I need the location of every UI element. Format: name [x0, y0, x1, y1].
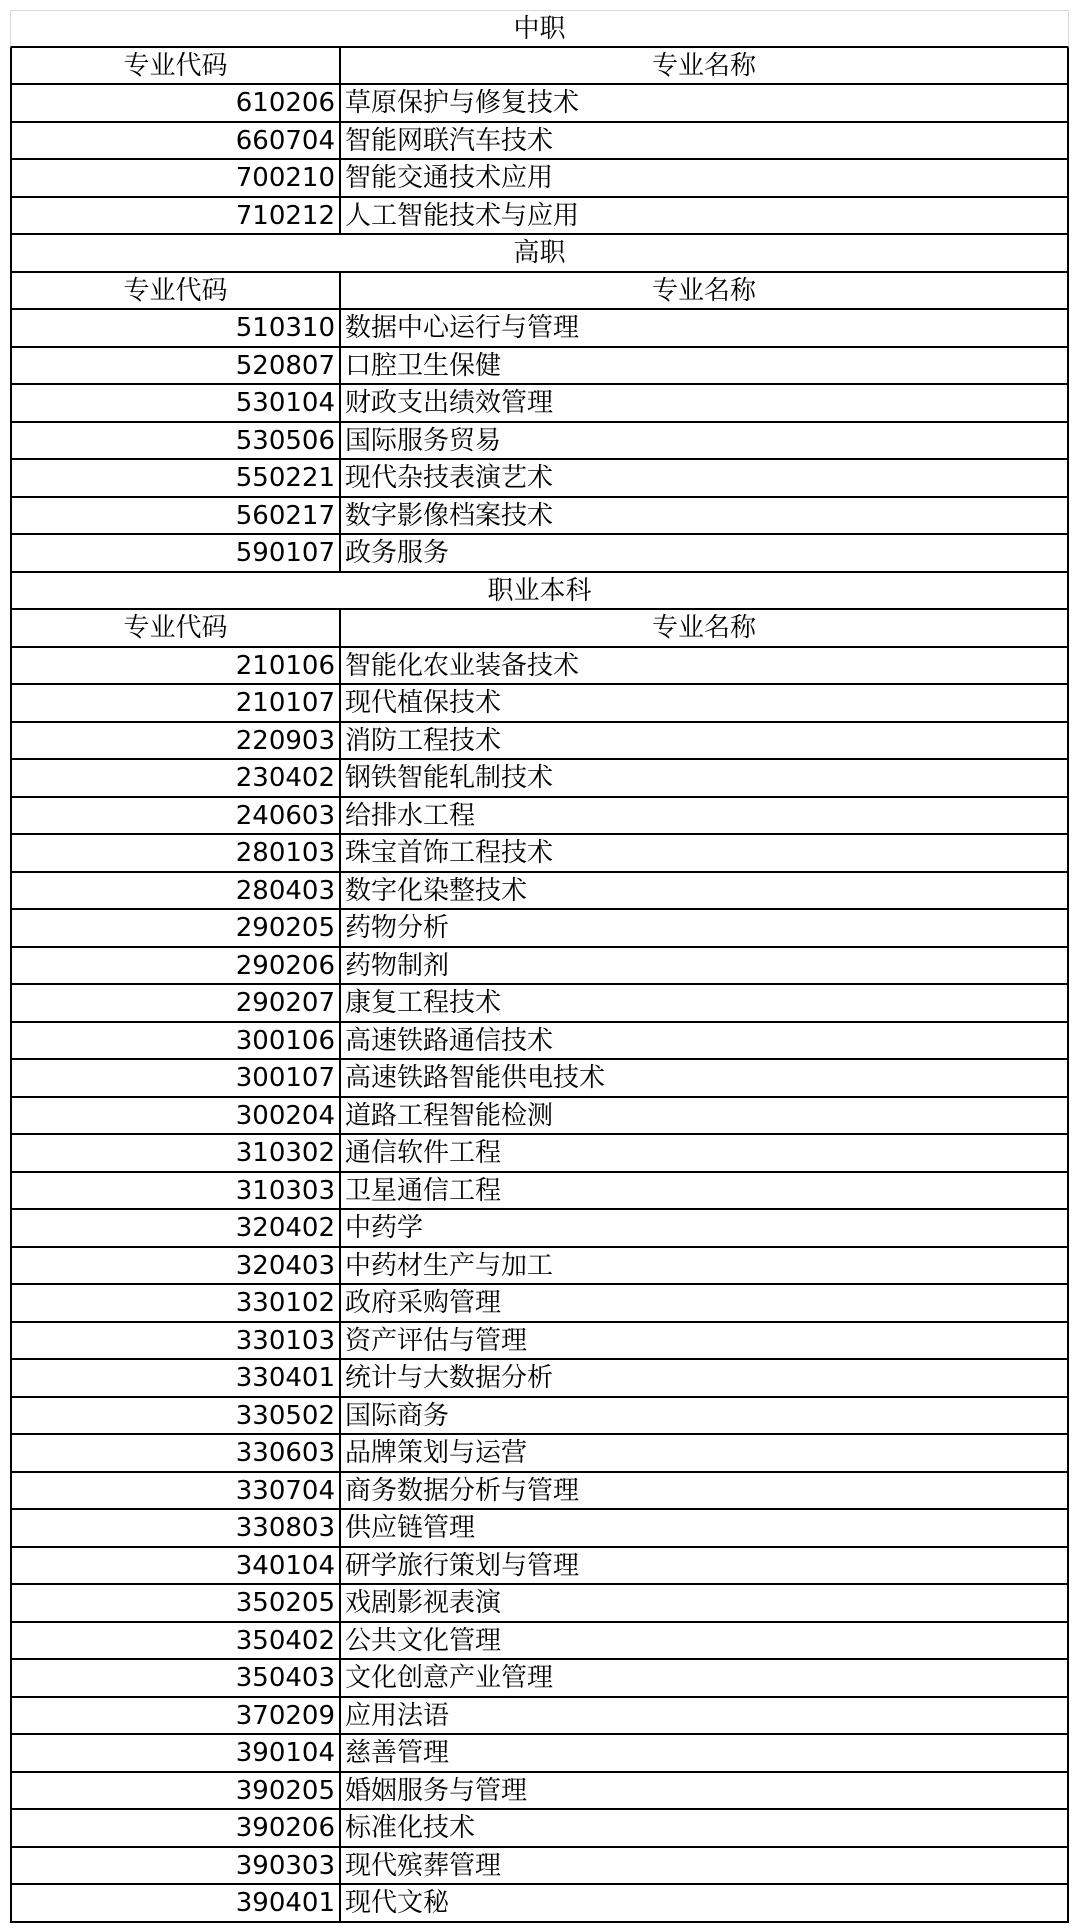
- major-name-cell: 道路工程智能检测: [345, 1100, 554, 1131]
- major-name-cell: 戏剧影视表演: [345, 1588, 502, 1618]
- section-title: 职业本科: [10, 573, 1069, 611]
- table-row: [10, 1360, 1069, 1398]
- major-name-cell: 数据中心运行与管理: [345, 313, 580, 343]
- major-name-cell: 公共文化管理: [345, 1625, 502, 1656]
- major-code-cell: 290205: [12, 910, 341, 946]
- major-code-cell: 330704: [12, 1473, 341, 1509]
- table-row: [10, 1848, 1069, 1886]
- major-code-cell: 280403: [12, 873, 341, 909]
- major-code-cell: 220903: [12, 723, 341, 759]
- table-row: [10, 348, 1069, 386]
- major-code-cell: 700210: [12, 160, 341, 196]
- column-header-name: 专业名称: [651, 275, 756, 306]
- major-name-cell: 供应链管理: [345, 1513, 476, 1543]
- major-name-cell: 消防工程技术: [345, 725, 502, 756]
- table-row: [10, 1435, 1069, 1473]
- major-code-cell: 290206: [12, 948, 341, 984]
- major-code-cell: 710212: [12, 198, 341, 234]
- table-row: [10, 1773, 1069, 1811]
- column-header-name: 专业名称: [651, 613, 756, 643]
- major-code-cell: 390303: [12, 1848, 341, 1884]
- major-code-cell: 300204: [12, 1098, 341, 1134]
- major-name-cell: 药物制剂: [345, 950, 450, 981]
- table-row: [10, 1285, 1069, 1323]
- table-row: [10, 1585, 1069, 1623]
- major-name-cell: 现代殡葬管理: [345, 1850, 502, 1881]
- table-row: [10, 535, 1069, 573]
- major-code-cell: 210106: [12, 648, 341, 684]
- table-row: [10, 1623, 1069, 1661]
- major-name-cell: 给排水工程: [345, 800, 476, 831]
- major-name-cell: 政务服务: [345, 538, 450, 568]
- table-row: [10, 385, 1069, 423]
- major-code-cell: 320403: [12, 1248, 341, 1284]
- column-header-name: 专业名称: [651, 50, 756, 81]
- major-code-cell: 310302: [12, 1135, 341, 1171]
- major-name-cell: 文化创意产业管理: [345, 1663, 554, 1693]
- major-name-cell: 高速铁路通信技术: [345, 1025, 554, 1056]
- major-code-cell: 390206: [12, 1810, 341, 1846]
- table-row: [10, 1885, 1069, 1923]
- table-row: [10, 798, 1069, 836]
- major-code-cell: 210107: [12, 685, 341, 721]
- major-code-cell: 520807: [12, 348, 341, 384]
- major-code-cell: 330103: [12, 1323, 341, 1359]
- table-row: [10, 1473, 1069, 1511]
- table-row: [10, 1323, 1069, 1361]
- major-name-cell: 资产评估与管理: [345, 1325, 528, 1356]
- major-name-cell: 通信软件工程: [345, 1138, 502, 1168]
- major-code-cell: 330603: [12, 1435, 341, 1471]
- table-row: [10, 948, 1069, 986]
- column-header-code: 专业代码: [12, 48, 341, 84]
- major-name-cell: 珠宝首饰工程技术: [345, 838, 554, 868]
- header-row: [10, 48, 1069, 86]
- table-row: [10, 835, 1069, 873]
- major-code-cell: 610206: [12, 85, 341, 121]
- table-row: [10, 460, 1069, 498]
- major-name-cell: 政府采购管理: [345, 1288, 502, 1318]
- major-name-cell: 国际商务: [345, 1400, 450, 1431]
- table-row: [10, 1398, 1069, 1436]
- header-row: [10, 610, 1069, 648]
- table-row: [10, 1548, 1069, 1586]
- table-row: [10, 1735, 1069, 1773]
- major-name-cell: 智能交通技术应用: [345, 163, 554, 193]
- major-code-cell: 330102: [12, 1285, 341, 1321]
- table-row: [10, 985, 1069, 1023]
- major-name-cell: 现代杂技表演艺术: [345, 463, 554, 493]
- table-row: [10, 123, 1069, 161]
- major-name-cell: 婚姻服务与管理: [345, 1775, 528, 1806]
- major-name-cell: 国际服务贸易: [345, 425, 502, 456]
- major-code-cell: 300107: [12, 1060, 341, 1096]
- table-row: [10, 1810, 1069, 1848]
- table-row: [10, 1210, 1069, 1248]
- table-row: [10, 160, 1069, 198]
- major-name-cell: 品牌策划与运营: [345, 1438, 528, 1468]
- table-row: [10, 723, 1069, 761]
- major-name-cell: 人工智能技术与应用: [345, 200, 580, 231]
- table-row: [10, 198, 1069, 236]
- major-code-cell: 560217: [12, 498, 341, 534]
- major-code-cell: 510310: [12, 310, 341, 346]
- major-code-cell: 230402: [12, 760, 341, 796]
- major-code-cell: 550221: [12, 460, 341, 496]
- major-name-cell: 中药学: [345, 1213, 424, 1243]
- table-row: [10, 1698, 1069, 1736]
- table-row: [10, 1060, 1069, 1098]
- major-code-cell: 330401: [12, 1360, 341, 1396]
- major-name-cell: 药物分析: [345, 913, 450, 943]
- major-code-cell: 390401: [12, 1885, 341, 1921]
- table-row: [10, 1135, 1069, 1173]
- major-name-cell: 研学旅行策划与管理: [345, 1550, 580, 1581]
- table-row: [10, 498, 1069, 536]
- major-name-cell: 现代文秘: [345, 1888, 450, 1918]
- major-code-cell: 340104: [12, 1548, 341, 1584]
- major-code-cell: 330502: [12, 1398, 341, 1434]
- section-title: 中职: [10, 10, 1069, 48]
- major-code-cell: 350205: [12, 1585, 341, 1621]
- major-name-cell: 口腔卫生保健: [345, 350, 502, 381]
- major-name-cell: 慈善管理: [345, 1738, 450, 1768]
- table-row: [10, 1098, 1069, 1136]
- major-code-cell: 590107: [12, 535, 341, 571]
- major-name-cell: 康复工程技术: [345, 988, 502, 1018]
- major-name-cell: 商务数据分析与管理: [345, 1475, 580, 1506]
- major-code-cell: 390104: [12, 1735, 341, 1771]
- table-row: [10, 760, 1069, 798]
- table-row: [10, 423, 1069, 461]
- column-header-code: 专业代码: [12, 273, 341, 309]
- major-code-cell: 660704: [12, 123, 341, 159]
- major-code-cell: 320402: [12, 1210, 341, 1246]
- table-row: [10, 648, 1069, 686]
- major-name-cell: 智能化农业装备技术: [345, 650, 580, 681]
- major-name-cell: 统计与大数据分析: [345, 1363, 554, 1393]
- table-row: [10, 910, 1069, 948]
- major-name-cell: 数字化染整技术: [345, 875, 528, 906]
- majors-table: [10, 10, 1069, 1921]
- table-row: [10, 1173, 1069, 1211]
- major-name-cell: 草原保护与修复技术: [345, 88, 580, 118]
- table-row: [10, 1660, 1069, 1698]
- section-title: 高职: [10, 235, 1069, 273]
- major-code-cell: 300106: [12, 1023, 341, 1059]
- major-name-cell: 高速铁路智能供电技术: [345, 1063, 606, 1093]
- major-code-cell: 280103: [12, 835, 341, 871]
- major-code-cell: 350402: [12, 1623, 341, 1659]
- table-row: [10, 85, 1069, 123]
- table-row: [10, 873, 1069, 911]
- table-row: [10, 310, 1069, 348]
- table-row: [10, 685, 1069, 723]
- major-name-cell: 标准化技术: [345, 1813, 476, 1843]
- major-code-cell: 310303: [12, 1173, 341, 1209]
- table-row: [10, 1023, 1069, 1061]
- major-name-cell: 现代植保技术: [345, 688, 502, 718]
- table-row: [10, 1510, 1069, 1548]
- major-name-cell: 应用法语: [345, 1700, 450, 1731]
- major-code-cell: 390205: [12, 1773, 341, 1809]
- header-row: [10, 273, 1069, 311]
- major-code-cell: 290207: [12, 985, 341, 1021]
- column-header-code: 专业代码: [12, 610, 341, 646]
- major-code-cell: 350403: [12, 1660, 341, 1696]
- major-name-cell: 财政支出绩效管理: [345, 388, 554, 418]
- major-code-cell: 370209: [12, 1698, 341, 1734]
- major-code-cell: 530506: [12, 423, 341, 459]
- table-row: [10, 1248, 1069, 1286]
- major-code-cell: 530104: [12, 385, 341, 421]
- major-code-cell: 240603: [12, 798, 341, 834]
- major-name-cell: 卫星通信工程: [345, 1175, 502, 1206]
- major-name-cell: 钢铁智能轧制技术: [345, 763, 554, 793]
- major-name-cell: 数字影像档案技术: [345, 500, 554, 531]
- major-name-cell: 智能网联汽车技术: [345, 125, 554, 156]
- major-code-cell: 330803: [12, 1510, 341, 1546]
- major-name-cell: 中药材生产与加工: [345, 1250, 554, 1281]
